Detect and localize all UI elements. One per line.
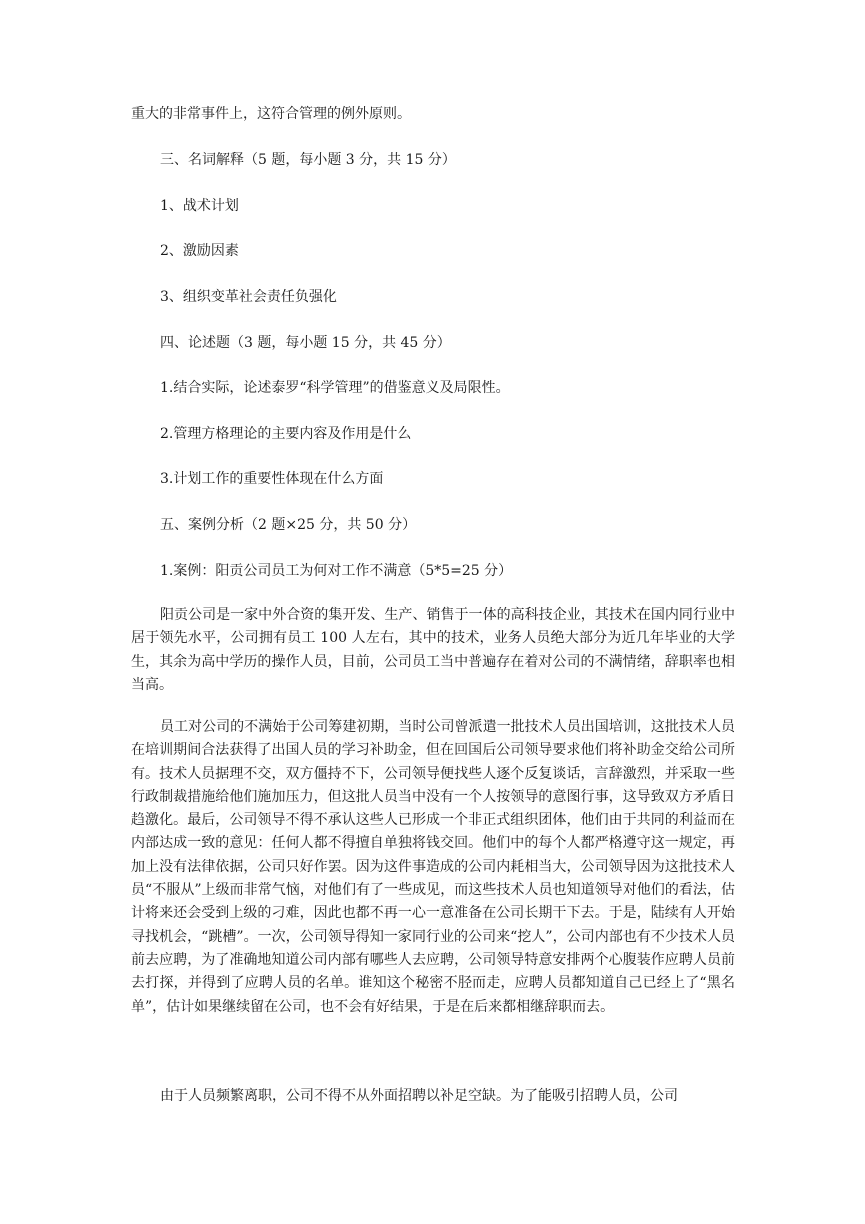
question-item: 3.计划工作的重要性体现在什么方面 <box>160 471 384 487</box>
question-item: 2.管理方格理论的主要内容及作用是什么 <box>160 426 412 442</box>
body-paragraph: 员工对公司的不满始于公司筹建初期，当时公司曾派遣一批技术人员出国培训，这批技术人员在培训期间合法获得了出国人员的学习补助金，但在回国后公司领导要求他们将补助金交给公司所有。技术人员据理不交，双方僵持不下，公司领导便找些人逐个反复谈话，言辞激烈，并采取一些行政制裁措施给他们施加压力，但这批人员当中没有一个人按领导的意图行事，这导致双方矛盾日趋激化。最后，公司领导不得不承认这些人已形成一个非正式组织团体，他们由于共同的利益而在内部达成一致的意见：任何人都不得擅自单独将钱交回。他们中的每个人都严格遵守这一规定，再加上没有法律依据，公司只好作罢。因为这件事造成的公司内耗相当大，公司领导因为这批技术人员“不服从”上级而非常气恼，对他们有了一些成见，而这些技术人员也知道领导对他们的看法，估计将来还会受到上级的刁难，因此也都不再一心一意准备在公司长期干下去。于是，陆续有人开始寻找机会，“跳槽”。一次，公司领导得知一家同行业的公司来“挖人”，公司内部也有不少技术人员前去应聘，为了准确地知道公司内部有哪些人去应聘，公司领导特意安排两个心腹装作应聘人员前去打探，并得到了应聘人员的名单。谁知这个秘密不胫而走，应聘人员都知道自己已经上了“黑名单”，估计如果继续留在公司，也不会有好结果，于是在后来都相继辞职而去。 <box>131 719 735 1015</box>
question-item: 2、激励因素 <box>160 243 239 259</box>
question-item: 3、组织变革社会责任负强化 <box>160 289 337 305</box>
question-item: 1.结合实际，论述泰罗“科学管理”的借鉴意义及局限性。 <box>160 380 510 396</box>
body-paragraph: 由于人员频繁离职，公司不得不从外面招聘以补足空缺。为了能吸引招聘人员，公司 <box>160 1088 678 1104</box>
section-heading-terms: 三、名词解释（5 题，每小题 3 分，共 15 分） <box>160 152 456 168</box>
body-paragraph: 阳贡公司是一家中外合资的集开发、生产、销售于一体的高科技企业，其技术在国内同行业中居于领先水平，公司拥有员工 100 人左右，其中的技术，业务人员绝大部分为近几年毕业的大学生，其余为高中学历的操作人员，目前，公司员工当中普遍存在着对公司的不满情绪，辞职率也相当高。 <box>131 607 735 693</box>
section-heading-essay: 四、论述题（3 题，每小题 15 分，共 45 分） <box>160 335 451 351</box>
case-title: 1.案例：阳贡公司员工为何对工作不满意（5*5=25 分） <box>160 563 513 579</box>
question-item: 1、战术计划 <box>160 198 239 214</box>
section-heading-case: 五、案例分析（2 题×25 分，共 50 分） <box>160 517 417 533</box>
text-line-continuation: 重大的非常事件上，这符合管理的例外原则。 <box>131 106 411 122</box>
